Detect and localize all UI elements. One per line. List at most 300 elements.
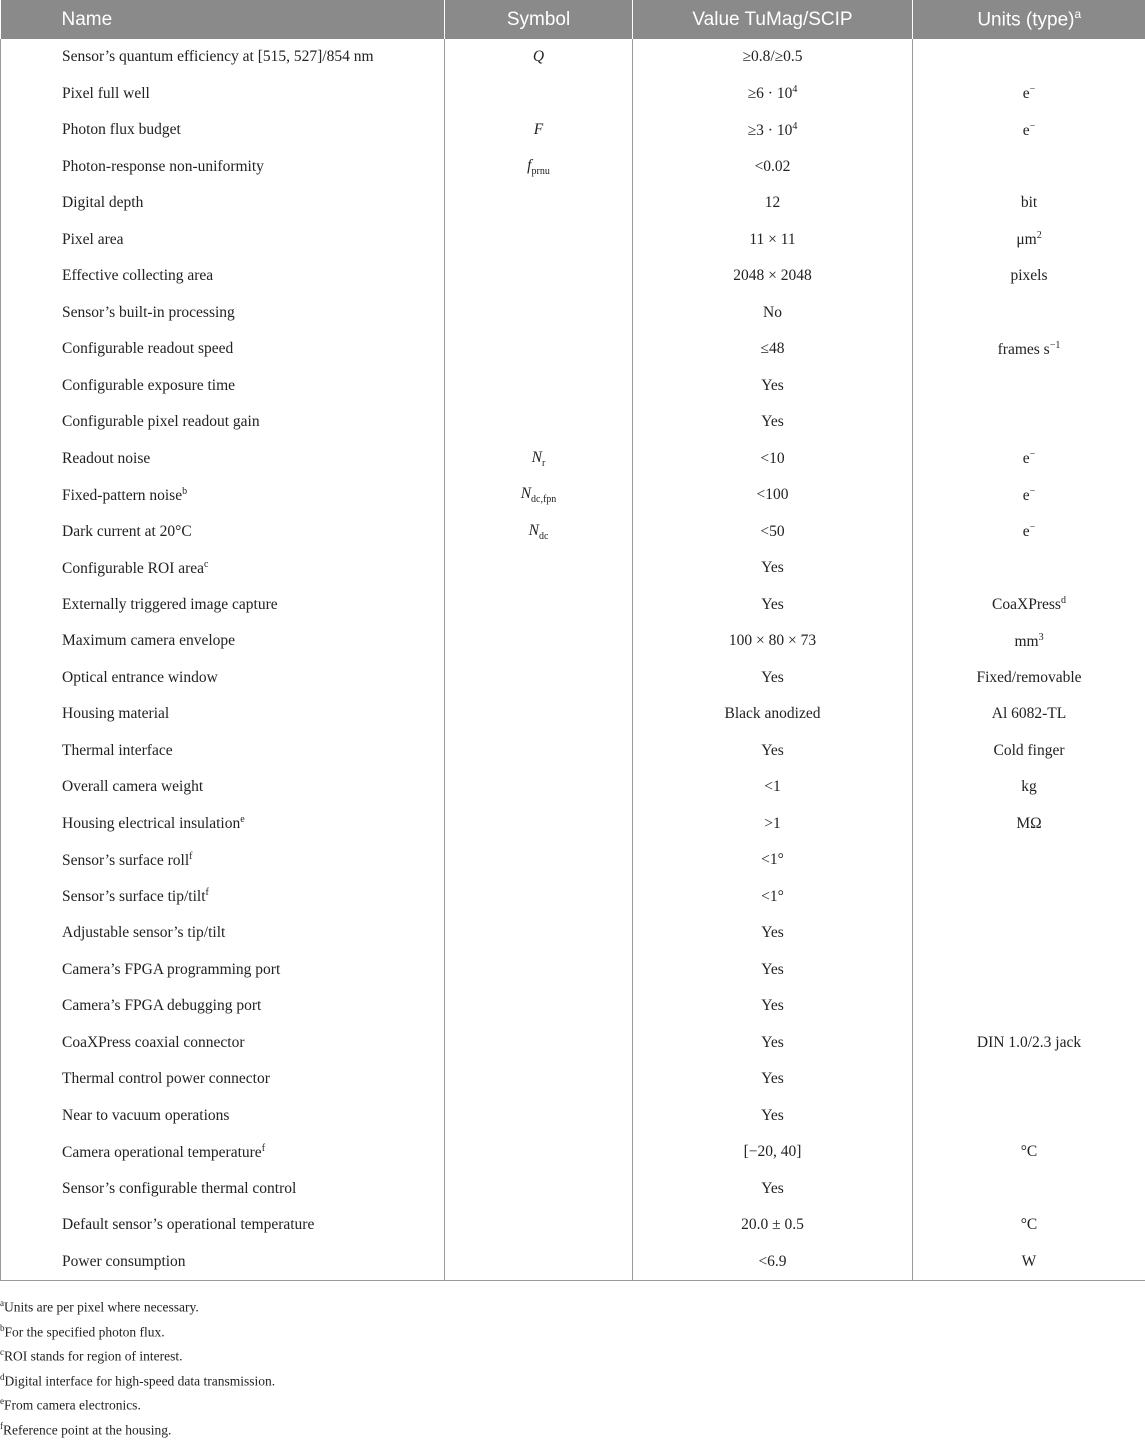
row-value: ≥6 · 10 [748,85,793,102]
row-symbol-cell [445,185,633,222]
row-name: CoaXPress coaxial connector [62,1034,245,1051]
table-row [1,1244,1145,1281]
table-row [1,660,1145,697]
row-unit: μm [1016,231,1036,248]
row-unit-cell [913,441,1145,478]
row-value: <1 [764,778,781,795]
row-name-cell [1,587,445,624]
row-unit-cell [913,1061,1145,1098]
row-name-cell [1,550,445,587]
row-symbol-cell [445,295,633,332]
row-value-cell [633,806,913,843]
row-name: Dark current at 20°C [62,523,192,540]
row-name: Configurable readout speed [62,340,233,357]
footnote-mark: e [0,1396,4,1406]
table-row [1,806,1145,843]
table-row [1,1098,1145,1135]
row-value-cell [633,331,913,368]
row-name: Camera’s FPGA debugging port [62,997,261,1014]
row-name: Pixel full well [62,85,150,102]
table-row [1,112,1145,149]
row-name-cell [1,1098,445,1135]
row-value: Yes [761,596,784,613]
row-symbol-cell [445,550,633,587]
row-value-cell [633,185,913,222]
row-name-cell [1,879,445,916]
row-name-cell [1,769,445,806]
row-name-cell [1,441,445,478]
row-name-cell [1,733,445,770]
row-name: Optical entrance window [62,669,218,686]
row-value: ≤48 [760,340,784,357]
unit-superscript: 2 [1037,230,1042,241]
footnote-mark: f [262,1143,265,1154]
row-value-cell [633,404,913,441]
row-value: <1° [761,888,784,905]
footnote-text: Reference point at the housing. [3,1422,171,1437]
row-symbol-cell [445,368,633,405]
row-value: <6.9 [758,1253,786,1270]
row-value-cell [633,842,913,879]
row-name-cell [1,404,445,441]
row-unit-cell [913,295,1145,332]
footnote-text: ROI stands for region of interest. [4,1349,182,1364]
table-row [1,331,1145,368]
table-row [1,1171,1145,1208]
row-name: Housing electrical insulation [62,815,240,832]
row-value-cell [633,441,913,478]
row-symbol-cell [445,404,633,441]
row-value-cell [633,952,913,989]
row-symbol: N [532,449,542,466]
row-symbol: N [529,522,539,539]
row-name-cell [1,1025,445,1062]
row-symbol: f [527,157,531,174]
row-value-cell [633,587,913,624]
row-unit-cell [913,587,1145,624]
row-unit-cell [913,1098,1145,1135]
row-unit-cell [913,842,1145,879]
row-name-cell [1,952,445,989]
row-value-cell [633,368,913,405]
row-symbol-cell [445,696,633,733]
symbol-subscript: r [542,458,545,469]
row-symbol: F [534,121,543,138]
value-exponent: 4 [792,84,797,95]
row-value-cell [633,477,913,514]
row-symbol-cell [445,1061,633,1098]
row-unit-cell [913,1134,1145,1171]
row-value: Yes [761,413,784,430]
row-name-cell [1,1134,445,1171]
row-symbol-cell [445,76,633,113]
table-row [1,696,1145,733]
table-row [1,185,1145,222]
row-unit-cell [913,988,1145,1025]
row-symbol-cell [445,222,633,259]
row-name-cell [1,39,445,76]
row-name: Externally triggered image capture [62,596,278,613]
row-name-cell [1,149,445,186]
row-name-cell [1,295,445,332]
row-value-cell [633,915,913,952]
row-unit: MΩ [1016,815,1041,832]
row-value: Yes [761,1070,784,1087]
table-row [1,368,1145,405]
row-unit-cell [913,368,1145,405]
row-value: Yes [761,559,784,576]
unit-superscript: − [1030,522,1036,533]
footnote-mark: c [204,559,208,570]
row-value: Yes [761,377,784,394]
row-name-cell [1,660,445,697]
table-body [1,39,1145,1281]
row-value-cell [633,222,913,259]
row-value: Yes [761,997,784,1014]
row-unit: °C [1021,1143,1038,1160]
row-unit: bit [1021,194,1037,211]
row-name: Photon-response non-uniformity [62,158,264,175]
row-unit: Al 6082-TL [992,705,1066,722]
row-value-cell [633,988,913,1025]
footnote-mark: a [0,1298,4,1308]
row-value: ≥0.8/≥0.5 [742,48,802,65]
row-unit: Cold finger [993,742,1064,759]
row-name: Housing material [62,705,169,722]
row-unit-cell [913,258,1145,295]
table-row [1,952,1145,989]
footnote-mark: f [0,1421,3,1431]
footnote [0,1391,1145,1416]
table-row [1,404,1145,441]
row-symbol-cell [445,1244,633,1281]
unit-superscript: − [1030,84,1036,95]
unit-superscript: − [1030,486,1036,497]
column-header-units-label: Units (type) [977,10,1074,31]
row-symbol-cell [445,879,633,916]
row-value: 2048 × 2048 [733,267,812,284]
row-symbol-cell [445,660,633,697]
column-header-symbol: Symbol [445,0,633,39]
row-unit: kg [1021,778,1037,795]
row-name-cell [1,915,445,952]
row-name-cell [1,696,445,733]
table-row [1,76,1145,113]
row-symbol-cell [445,149,633,186]
row-value: <0.02 [755,158,791,175]
row-value: 100 × 80 × 73 [729,632,816,649]
row-value-cell [633,149,913,186]
row-name: Adjustable sensor’s tip/tilt [62,924,225,941]
footnote-mark: e [240,814,244,825]
row-symbol-cell [445,331,633,368]
row-name-cell [1,806,445,843]
row-unit: W [1022,1253,1037,1270]
row-value-cell [633,623,913,660]
footnote-mark: b [182,486,187,497]
row-unit: e [1023,523,1030,540]
row-name-cell [1,842,445,879]
row-unit-cell [913,1244,1145,1281]
row-value-cell [633,76,913,113]
footnote [0,1318,1145,1343]
footnote-text: From camera electronics. [4,1398,141,1413]
row-unit-cell [913,769,1145,806]
table-row [1,550,1145,587]
row-value-cell [633,1025,913,1062]
table-row [1,733,1145,770]
row-unit-cell [913,623,1145,660]
row-name: Sensor’s surface tip/tilt [62,888,206,905]
unit-superscript: − [1030,121,1036,132]
row-symbol-cell [445,112,633,149]
row-unit-cell [913,733,1145,770]
table-row [1,295,1145,332]
footnotes [0,1281,1145,1440]
row-unit-cell [913,879,1145,916]
row-symbol-cell [445,769,633,806]
row-value: Yes [761,1107,784,1124]
row-name-cell [1,185,445,222]
row-name: Photon flux budget [62,121,181,138]
row-name: Overall camera weight [62,778,203,795]
row-name-cell [1,1244,445,1281]
row-unit-cell [913,1171,1145,1208]
row-name-cell [1,1207,445,1244]
row-unit-cell [913,806,1145,843]
column-header-name: Name [1,0,445,39]
row-symbol-cell [445,514,633,551]
row-name: Configurable exposure time [62,377,235,394]
row-value: Yes [761,924,784,941]
table-row [1,258,1145,295]
row-unit: e [1023,450,1030,467]
unit-superscript: d [1061,595,1066,606]
row-unit: Fixed/removable [976,669,1081,686]
row-name-cell [1,222,445,259]
table-row [1,149,1145,186]
column-header-value: Value TuMag/SCIP [633,0,913,39]
row-name: Thermal control power connector [62,1070,270,1087]
symbol-subscript: dc [539,531,548,542]
row-name-cell [1,1061,445,1098]
table-header-row [1,0,1145,39]
row-name: Digital depth [62,194,143,211]
row-name: Effective collecting area [62,267,213,284]
row-unit: e [1023,85,1030,102]
row-symbol-cell [445,733,633,770]
row-symbol-cell [445,952,633,989]
row-value-cell [633,258,913,295]
row-value-cell [633,1171,913,1208]
row-name: Default sensor’s operational temperature [62,1216,314,1233]
row-name: Configurable ROI area [62,560,204,577]
row-name: Thermal interface [62,742,173,759]
unit-superscript: −1 [1050,340,1061,351]
row-symbol: Q [533,48,544,65]
row-name-cell [1,988,445,1025]
row-symbol-cell [445,477,633,514]
row-unit-cell [913,331,1145,368]
row-value: >1 [764,815,781,832]
table-row [1,988,1145,1025]
row-name: Camera operational temperature [62,1144,262,1161]
table-row [1,1025,1145,1062]
footnote-mark: f [206,887,209,898]
row-name-cell [1,368,445,405]
row-symbol-cell [445,1207,633,1244]
row-unit-cell [913,404,1145,441]
row-symbol-cell [445,623,633,660]
row-name: Near to vacuum operations [62,1107,229,1124]
row-name-cell [1,258,445,295]
row-name: Camera’s FPGA programming port [62,961,280,978]
table-row [1,1061,1145,1098]
row-value: <10 [760,450,784,467]
row-unit-cell [913,39,1145,76]
row-unit-cell [913,952,1145,989]
row-unit: CoaXPress [992,596,1061,613]
row-value-cell [633,1134,913,1171]
row-name: Power consumption [62,1253,186,1270]
row-name: Readout noise [62,450,150,467]
footnote [0,1293,1145,1318]
footnote-mark: d [0,1372,5,1382]
row-name-cell [1,331,445,368]
row-value: Yes [761,1180,784,1197]
row-name-cell [1,1171,445,1208]
row-value-cell [633,112,913,149]
unit-superscript: − [1030,449,1036,460]
row-value-cell [633,696,913,733]
row-unit-cell [913,222,1145,259]
row-unit: °C [1021,1216,1038,1233]
row-value-cell [633,39,913,76]
row-value: <50 [760,523,784,540]
table-row [1,915,1145,952]
table-row [1,879,1145,916]
row-symbol: N [521,485,531,502]
row-value-cell [633,1244,913,1281]
row-unit: e [1023,487,1030,504]
row-unit-cell [913,1025,1145,1062]
table-row [1,39,1145,76]
row-value-cell [633,295,913,332]
row-value-cell [633,550,913,587]
footnote [0,1342,1145,1367]
row-symbol-cell [445,842,633,879]
row-value-cell [633,1061,913,1098]
footnote-text: For the specified photon flux. [5,1324,165,1339]
footnote-text: Units are per pixel where necessary. [4,1300,199,1315]
row-unit: mm [1014,633,1038,650]
row-value: Yes [761,1034,784,1051]
row-value-cell [633,879,913,916]
row-name: Maximum camera envelope [62,632,235,649]
row-symbol-cell [445,1098,633,1135]
row-symbol-cell [445,441,633,478]
row-symbol-cell [445,587,633,624]
row-unit-cell [913,477,1145,514]
row-value: Yes [761,961,784,978]
column-header-units-footnote-mark: a [1074,7,1081,21]
row-name-cell [1,623,445,660]
unit-superscript: 3 [1039,632,1044,643]
row-value-cell [633,660,913,697]
row-unit: e [1023,122,1030,139]
value-exponent: 4 [792,121,797,132]
row-unit-cell [913,112,1145,149]
table-row [1,1134,1145,1171]
table-row [1,477,1145,514]
row-value: ≥3 · 10 [748,122,793,139]
row-value-cell [633,1098,913,1135]
row-value-cell [633,733,913,770]
footnote-mark: c [0,1347,4,1357]
symbol-subscript: prnu [531,166,549,177]
table-row [1,441,1145,478]
table-row [1,587,1145,624]
row-value: Yes [761,669,784,686]
row-unit: pixels [1010,267,1047,284]
row-name: Fixed-pattern noise [62,487,182,504]
footnote-mark: b [0,1323,5,1333]
table-row [1,222,1145,259]
row-name-cell [1,477,445,514]
row-symbol-cell [445,1025,633,1062]
row-unit-cell [913,514,1145,551]
table-row [1,623,1145,660]
row-unit-cell [913,1207,1145,1244]
row-unit-cell [913,696,1145,733]
row-name-cell [1,514,445,551]
row-symbol-cell [445,988,633,1025]
footnote-mark: f [189,851,192,862]
table-row [1,1207,1145,1244]
row-symbol-cell [445,39,633,76]
row-name: Sensor’s surface roll [62,852,189,869]
row-name: Pixel area [62,231,124,248]
row-name-cell [1,76,445,113]
row-value-cell [633,769,913,806]
row-value: <100 [757,486,789,503]
row-value: <1° [761,851,784,868]
row-name: Sensor’s quantum efficiency at [515, 527]/854 nm [62,48,374,65]
row-name: Configurable pixel readout gain [62,413,260,430]
row-unit: DIN 1.0/2.3 jack [977,1034,1081,1051]
row-unit-cell [913,660,1145,697]
row-name: Sensor’s configurable thermal control [62,1180,296,1197]
row-symbol-cell [445,1134,633,1171]
footnote [0,1416,1145,1440]
row-value: 20.0 ± 0.5 [741,1216,804,1233]
row-unit-cell [913,149,1145,186]
row-value-cell [633,514,913,551]
row-value: Black anodized [725,705,821,722]
row-value: [−20, 40] [744,1143,802,1160]
footnote [0,1367,1145,1392]
row-value-cell [633,1207,913,1244]
row-value: Yes [761,742,784,759]
row-name: Sensor’s built-in processing [62,304,235,321]
row-unit-cell [913,550,1145,587]
row-unit-cell [913,185,1145,222]
table-row [1,842,1145,879]
row-symbol-cell [445,258,633,295]
table-row [1,514,1145,551]
symbol-subscript: dc,fpn [531,494,556,505]
row-value: No [763,304,782,321]
